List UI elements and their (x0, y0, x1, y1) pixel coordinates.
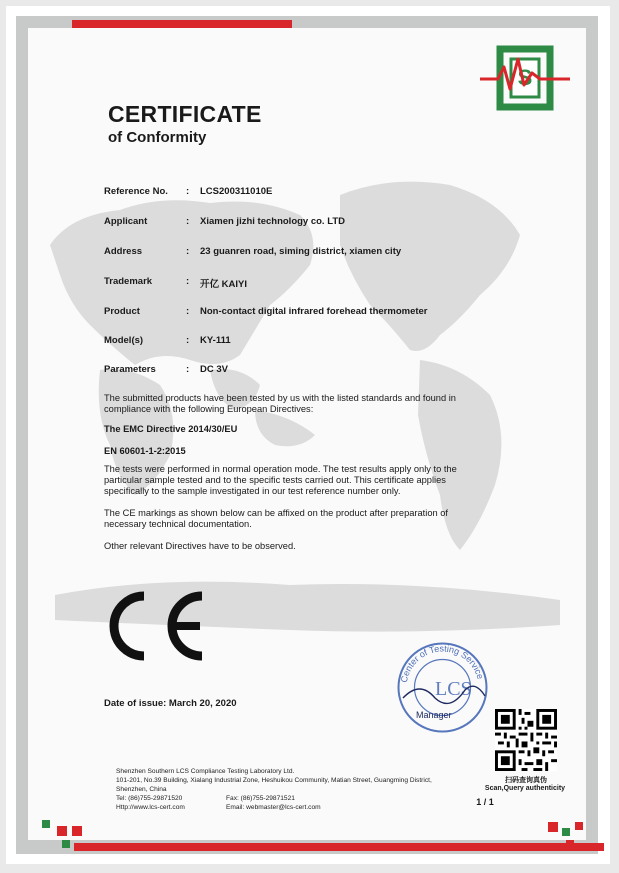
top-red-bar (72, 20, 292, 28)
corner-square (575, 822, 583, 830)
field-label: Reference No. (104, 186, 168, 197)
corner-square (72, 826, 82, 836)
footer-tel: Tel: (86)755-29871520 (116, 795, 183, 802)
field-label: Parameters (104, 364, 156, 375)
footer-website[interactable]: Http://www.lcs-cert.com (116, 804, 185, 811)
field-label: Applicant (104, 216, 148, 227)
ce-paragraph: The CE markings as shown below can be affixed on the product after preparation of necessary technical documentation. (104, 508, 449, 529)
certificate-title: CERTIFICATE (108, 101, 262, 127)
issue-date: Date of issue: March 20, 2020 (104, 698, 237, 709)
field-label: Trademark (104, 276, 153, 287)
field-value: Non-contact digital infrared forehead thermometer (200, 306, 428, 317)
corner-square (548, 822, 558, 832)
field-label: Address (104, 246, 143, 257)
field-value: 开亿 KAIYI (200, 279, 247, 290)
qr-code[interactable] (495, 709, 557, 771)
standard-line: EN 60601-1-2:2015 (104, 446, 186, 456)
ce-mark (100, 590, 212, 662)
field-colon: : (186, 306, 190, 317)
footer-fax: Fax: (86)755-29871521 (226, 795, 295, 802)
field-colon: : (186, 186, 190, 197)
field-colon: : (186, 276, 190, 287)
field-value: LCS200311010E (200, 186, 273, 197)
stamp-ring-text: Center of Testing Service (398, 643, 486, 684)
tests-paragraph: The tests were performed in normal operation mode. The test results apply only to the particular sample tested and to the specific tests carried out. This certificate applies specifically to the sample investigated in our test reference number only. (104, 464, 457, 496)
qr-caption-chinese: 扫码查询真伪 (505, 777, 547, 784)
field-colon: : (186, 246, 190, 257)
field-colon: : (186, 335, 190, 346)
footer-address-2: Shenzhen, China (116, 786, 167, 793)
certificate-subtitle: of Conformity (108, 129, 207, 146)
field-value: 23 guanren road, siming district, xiamen city (200, 246, 402, 257)
field-colon: : (186, 364, 190, 375)
lcs-logo (480, 45, 570, 113)
manager-label: Manager (416, 710, 452, 720)
footer-lab-name: Shenzhen Southern LCS Compliance Testing Laboratory Ltd. (116, 768, 295, 775)
page-number: 1 / 1 (476, 797, 494, 807)
corner-square (57, 826, 67, 836)
qr-caption-english: Scan,Query authenticity (484, 785, 566, 792)
footer-address-1: 101-201, No.39 Building, Xialang Industrial Zone, Heshuikou Community, Matian Street, Guangming District, (116, 777, 432, 784)
field-value: Xiamen jizhi technology co. LTD (200, 216, 345, 227)
corner-square (42, 820, 50, 828)
corner-square (566, 840, 574, 848)
directive-line: The EMC Directive 2014/30/EU (104, 424, 238, 434)
field-label: Model(s) (104, 335, 144, 346)
field-label: Product (104, 306, 140, 317)
corner-square (62, 840, 70, 848)
other-directives: Other relevant Directives have to be observed. (104, 541, 296, 551)
testing-stamp (395, 640, 490, 735)
intro-paragraph: The submitted products have been tested by us with the listed standards and found in compliance with the following European Directives: (104, 393, 456, 414)
bottom-red-bar (74, 843, 604, 851)
field-value: DC 3V (200, 364, 228, 375)
stamp-center-mark: LCS (435, 678, 472, 700)
logo-lettering: S (517, 65, 533, 90)
footer-email[interactable]: Email: webmaster@lcs-cert.com (226, 804, 321, 811)
corner-square (562, 828, 570, 836)
field-value: KY-111 (200, 335, 231, 346)
field-colon: : (186, 216, 190, 227)
